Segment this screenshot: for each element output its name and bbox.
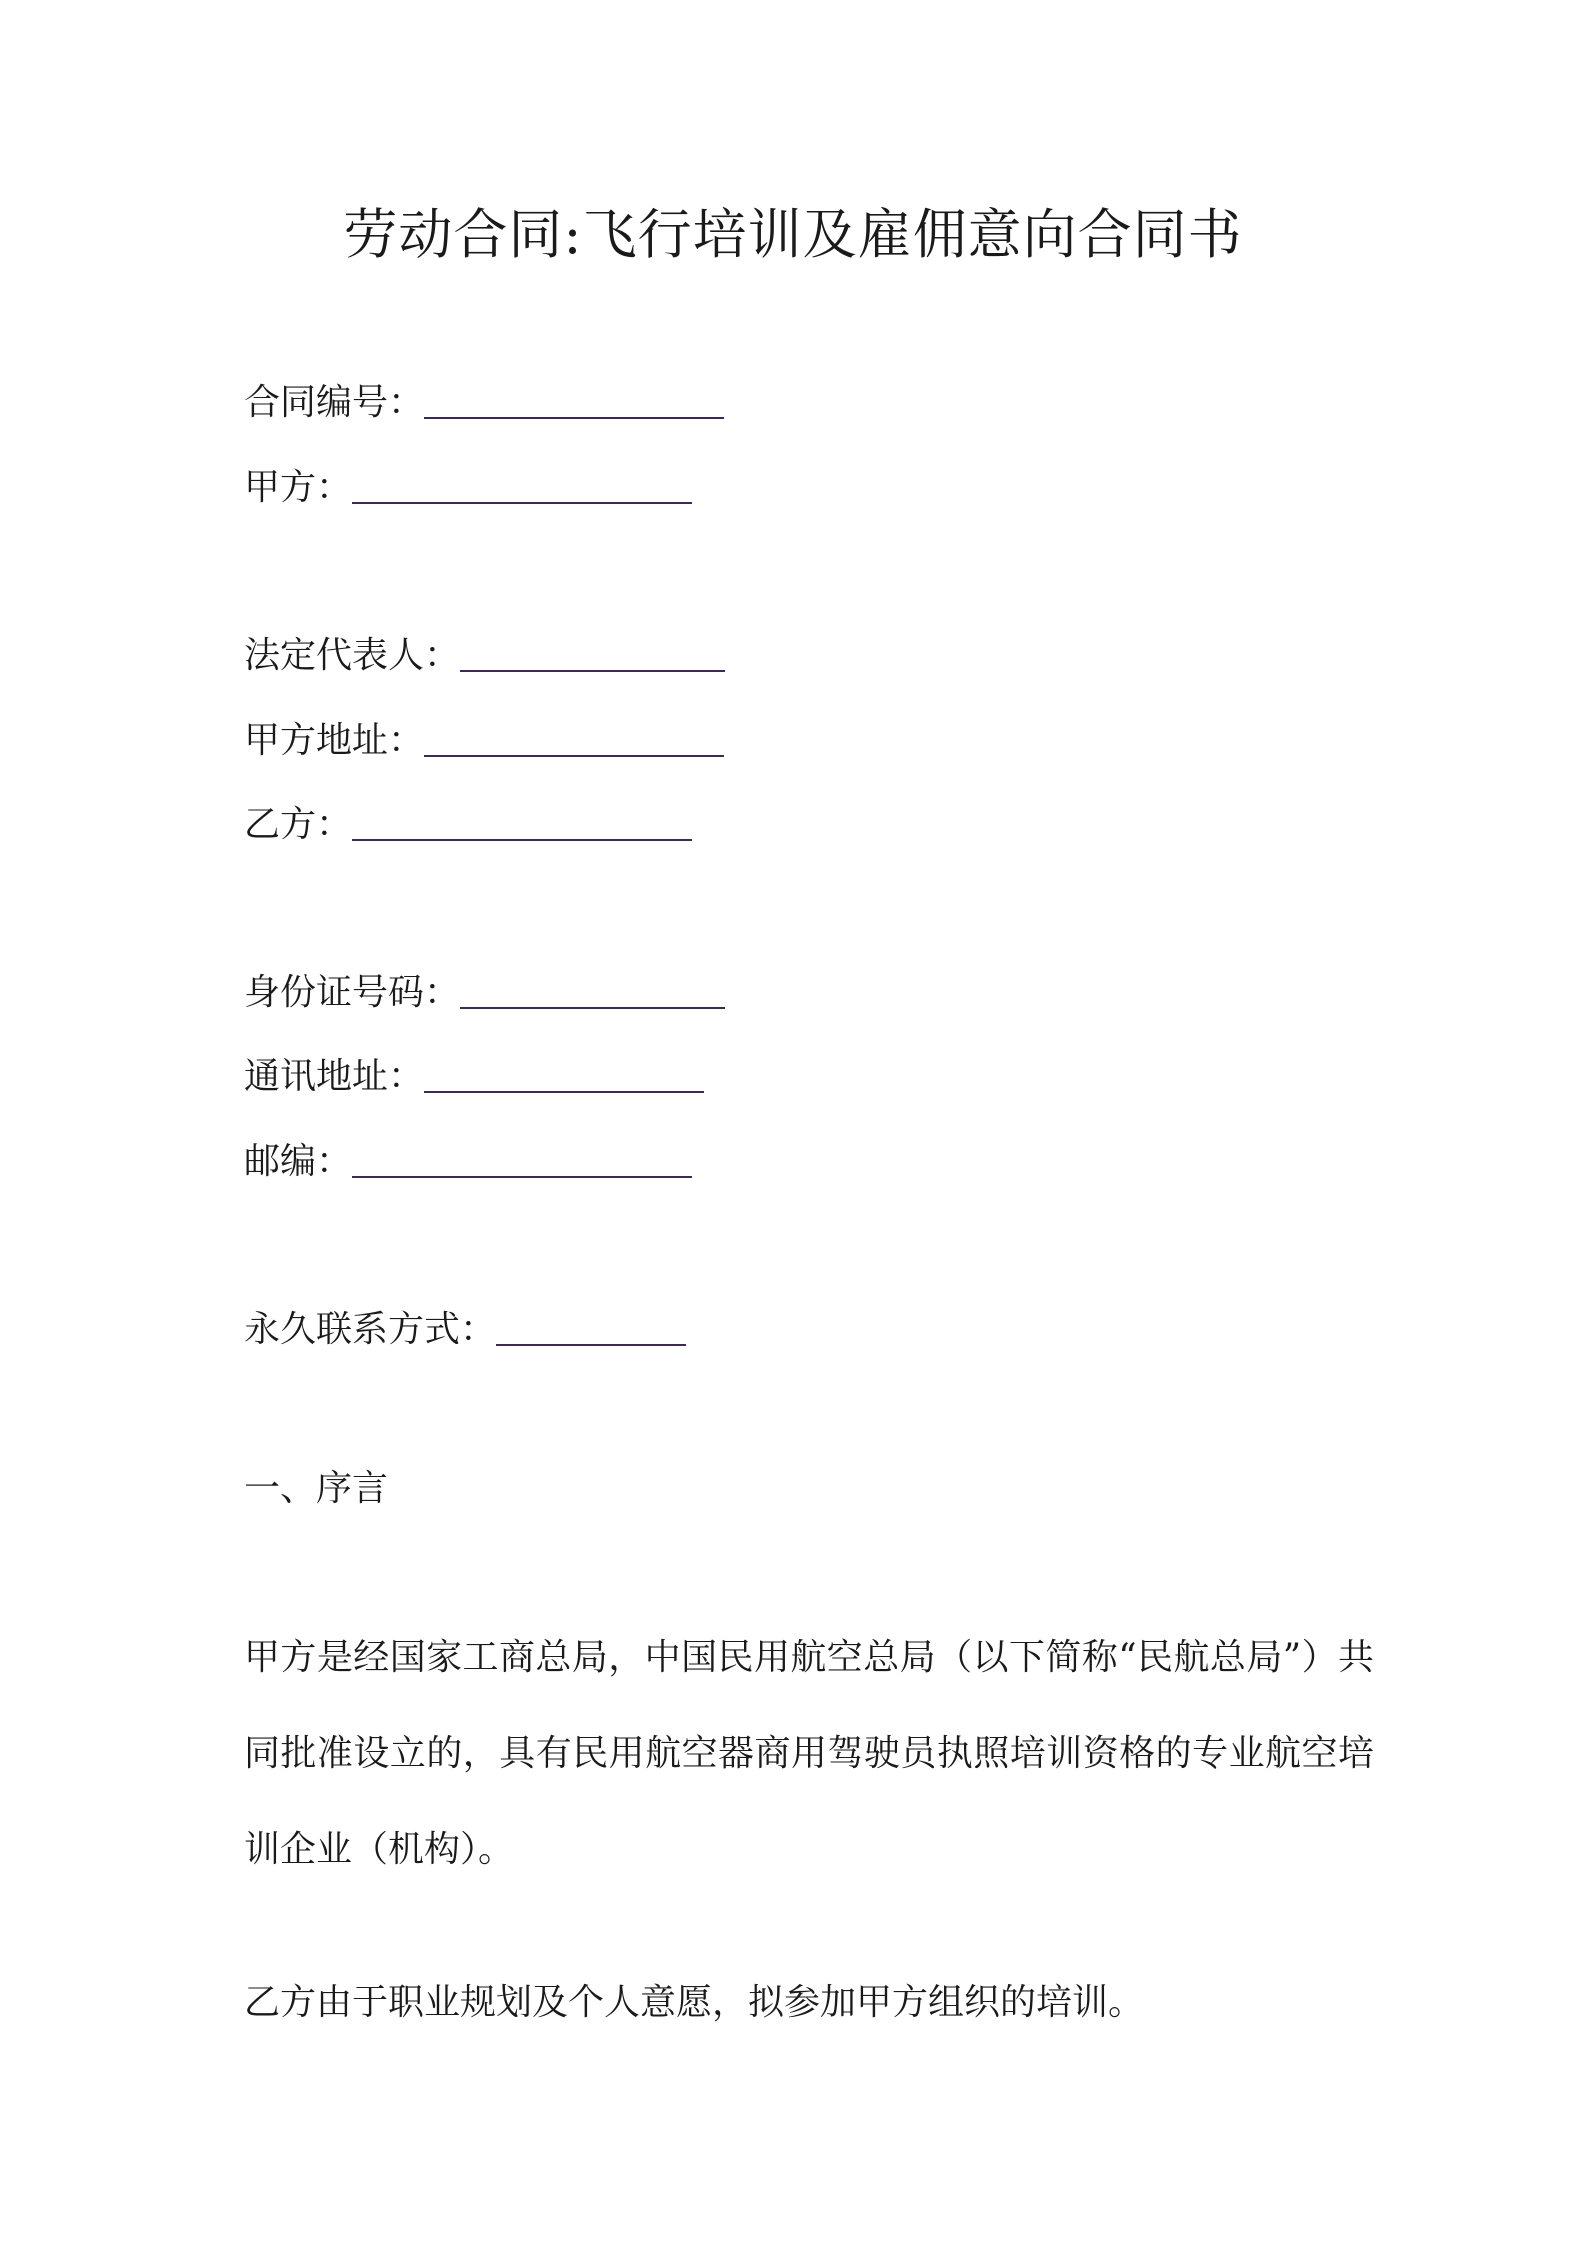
party-a-address-input[interactable] <box>424 755 724 757</box>
party-b-label: 乙方： <box>244 804 353 845</box>
mailing-address-field <box>244 1049 704 1105</box>
contract-number-input[interactable] <box>424 417 724 419</box>
preface-paragraph: 乙方由于职业规划及个人意愿，拟参加甲方组织的培训。 <box>244 1982 1145 2023</box>
contract-number-label: 合同编号： <box>244 382 425 423</box>
legal-representative-input[interactable] <box>460 670 725 672</box>
party-b-field <box>244 797 692 853</box>
preface-paragraph: 甲方是经国家工商总局，中国民用航空总局（以下简称“民航总局”）共同批准设立的，具有民用航空器商用驾驶员执照培训资格的专业航空培训企业（机构）。 <box>244 1637 1374 1870</box>
id-number-label: 身份证号码： <box>244 972 461 1013</box>
permanent-contact-input[interactable] <box>496 1344 686 1346</box>
party-a-input[interactable] <box>352 502 692 504</box>
id-number-field <box>244 965 725 1021</box>
mailing-address-input[interactable] <box>424 1091 704 1093</box>
party-a-field <box>244 460 692 516</box>
postal-code-label: 邮编： <box>244 1141 353 1182</box>
legal-representative-field <box>244 628 725 684</box>
contract-number-field <box>244 375 724 431</box>
legal-representative-label: 法定代表人： <box>244 635 461 676</box>
party-b-input[interactable] <box>352 839 692 841</box>
party-a-label: 甲方： <box>244 467 353 508</box>
permanent-contact-label: 永久联系方式： <box>244 1309 497 1350</box>
party-a-address-label: 甲方地址： <box>244 720 425 761</box>
party-a-address-field <box>244 713 724 769</box>
permanent-contact-field <box>244 1302 686 1358</box>
postal-code-field <box>244 1134 692 1190</box>
postal-code-input[interactable] <box>352 1176 692 1178</box>
section-heading-preface: 一、序言 <box>244 1468 389 1509</box>
document-title: 劳动合同:飞行培训及雇佣意向合同书 <box>343 203 1243 266</box>
mailing-address-label: 通讯地址： <box>244 1056 425 1097</box>
id-number-input[interactable] <box>460 1007 725 1009</box>
